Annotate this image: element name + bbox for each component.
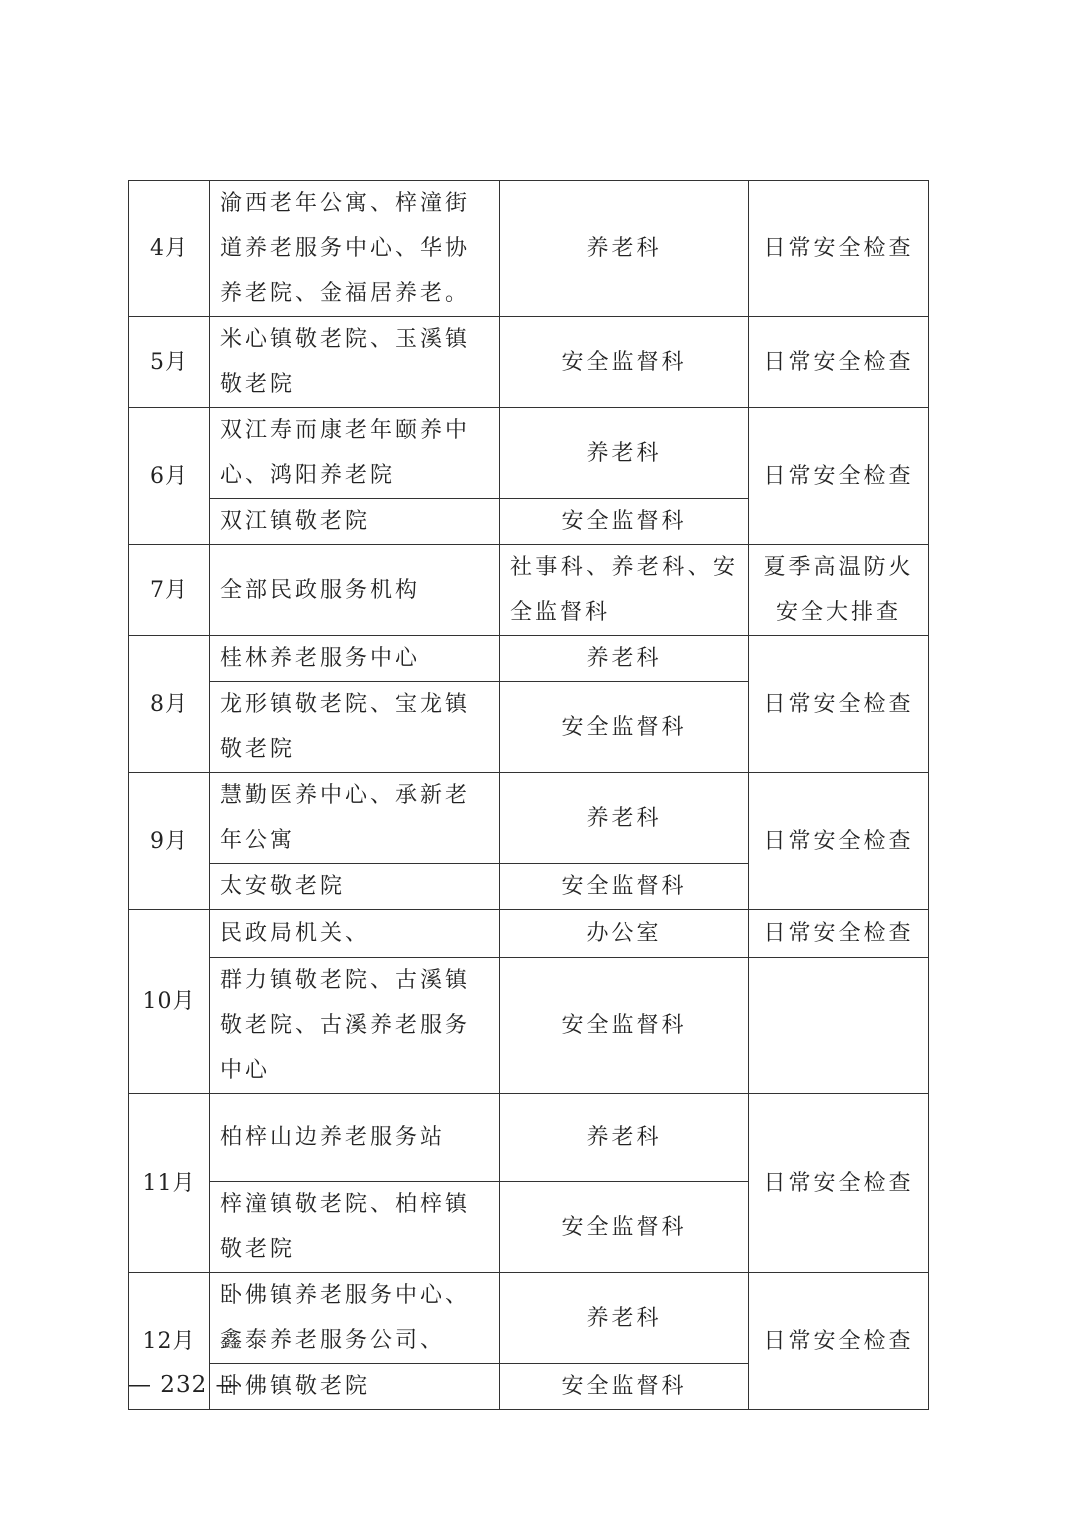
task-cell-empty	[749, 958, 929, 1094]
department-cell: 办公室	[500, 910, 749, 958]
institution-cell: 卧佛镇养老服务中心、鑫泰养老服务公司、	[210, 1273, 500, 1364]
table-row	[129, 181, 929, 317]
month-cell: 12月	[129, 1273, 210, 1410]
department-cell: 安全监督科	[500, 1364, 749, 1410]
table-row	[129, 1273, 929, 1364]
month-cell: 7月	[129, 545, 210, 636]
month-cell: 8月	[129, 636, 210, 773]
institution-cell: 卧佛镇敬老院	[210, 1364, 500, 1410]
department-cell: 养老科	[500, 773, 749, 864]
task-cell: 日常安全检查	[749, 773, 929, 910]
month-cell: 9月	[129, 773, 210, 910]
institution-cell: 柏梓山边养老服务站	[210, 1094, 500, 1182]
department-cell: 养老科	[500, 1273, 749, 1364]
task-cell: 日常安全检查	[749, 1094, 929, 1273]
table-row	[129, 636, 929, 682]
department-cell: 养老科	[500, 1094, 749, 1182]
institution-cell: 民政局机关、	[210, 910, 500, 958]
table-row	[129, 958, 929, 1094]
month-cell: 6月	[129, 408, 210, 545]
institution-cell: 全部民政服务机构	[210, 545, 500, 636]
department-cell: 社事科、养老科、安全监督科	[500, 545, 749, 636]
department-cell: 安全监督科	[500, 1182, 749, 1273]
month-cell: 10月	[129, 910, 210, 1094]
institution-cell: 双江寿而康老年颐养中心、鸿阳养老院	[210, 408, 500, 499]
institution-cell: 桂林养老服务中心	[210, 636, 500, 682]
institution-cell: 渝西老年公寓、梓潼街道养老服务中心、华协养老院、金福居养老。	[210, 181, 500, 317]
institution-cell: 米心镇敬老院、玉溪镇敬老院	[210, 317, 500, 408]
table-row	[129, 910, 929, 958]
institution-cell: 慧勤医养中心、承新老年公寓	[210, 773, 500, 864]
table-row	[129, 408, 929, 499]
task-cell: 日常安全检查	[749, 317, 929, 408]
institution-cell: 双江镇敬老院	[210, 499, 500, 545]
task-cell: 日常安全检查	[749, 910, 929, 958]
department-cell: 安全监督科	[500, 682, 749, 773]
month-cell: 5月	[129, 317, 210, 408]
institution-cell: 龙形镇敬老院、宝龙镇敬老院	[210, 682, 500, 773]
table-row	[129, 773, 929, 864]
task-cell: 日常安全检查	[749, 1273, 929, 1410]
department-cell: 养老科	[500, 408, 749, 499]
inspection-schedule-table	[128, 180, 929, 1410]
task-cell: 日常安全检查	[749, 636, 929, 773]
task-cell: 日常安全检查	[749, 408, 929, 545]
department-cell: 安全监督科	[500, 864, 749, 910]
department-cell: 安全监督科	[500, 958, 749, 1094]
department-cell: 养老科	[500, 636, 749, 682]
department-cell: 安全监督科	[500, 317, 749, 408]
table-row	[129, 317, 929, 408]
page-number: — 232 —	[128, 1372, 240, 1398]
institution-cell: 梓潼镇敬老院、柏梓镇敬老院	[210, 1182, 500, 1273]
table-row	[129, 545, 929, 636]
task-cell: 夏季高温防火安全大排查	[749, 545, 929, 636]
month-cell: 4月	[129, 181, 210, 317]
month-cell: 11月	[129, 1094, 210, 1273]
table-row	[129, 1094, 929, 1182]
department-cell: 养老科	[500, 181, 749, 317]
department-cell: 安全监督科	[500, 499, 749, 545]
institution-cell: 太安敬老院	[210, 864, 500, 910]
task-cell: 日常安全检查	[749, 181, 929, 317]
institution-cell: 群力镇敬老院、古溪镇敬老院、古溪养老服务中心	[210, 958, 500, 1094]
